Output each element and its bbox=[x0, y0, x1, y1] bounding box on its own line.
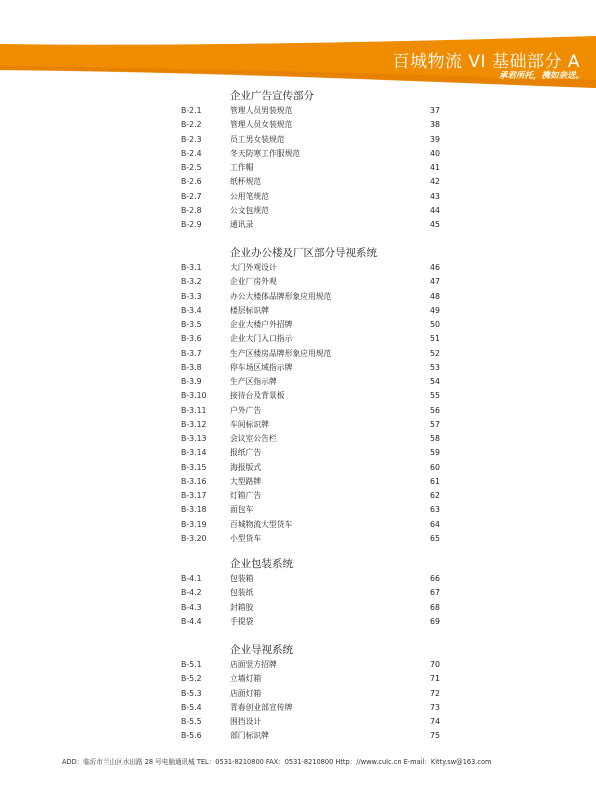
header-banner bbox=[0, 0, 596, 100]
toc-item-page: 38 bbox=[430, 120, 440, 130]
toc-item-page: 48 bbox=[430, 291, 440, 301]
toc-item-page: 63 bbox=[430, 505, 440, 515]
toc-item-page: 52 bbox=[430, 348, 440, 358]
toc-item-name: 生产区指示牌 bbox=[230, 377, 277, 386]
toc-row[interactable] bbox=[0, 118, 596, 132]
toc-item-name: 大门外观设计 bbox=[230, 263, 277, 272]
toc-item-name: 封箱胶 bbox=[230, 602, 254, 612]
section-title: 企业导视系统 bbox=[230, 644, 293, 656]
toc-item-code: B-3.14 bbox=[181, 448, 207, 458]
toc-row[interactable] bbox=[0, 446, 596, 460]
toc-item-code: B-4.4 bbox=[181, 616, 202, 626]
toc-row[interactable] bbox=[0, 489, 596, 503]
toc-item-code: B-3.10 bbox=[181, 391, 207, 401]
toc-item-code: B-3.17 bbox=[181, 491, 207, 500]
toc-item-code: B-3.3 bbox=[181, 291, 202, 301]
toc-item-page: 75 bbox=[430, 731, 440, 741]
toc-item-code: B-2.3 bbox=[181, 134, 202, 144]
toc-row[interactable] bbox=[0, 175, 596, 189]
toc-row[interactable] bbox=[0, 475, 596, 489]
toc-item-code: B-2.4 bbox=[181, 148, 202, 158]
toc-item-name: 立墙灯箱 bbox=[230, 674, 262, 684]
toc-item-code: B-4.2 bbox=[181, 588, 202, 598]
toc-item-name: 包装箱 bbox=[230, 574, 254, 583]
toc-item-code: B-3.2 bbox=[181, 277, 202, 287]
toc-item-name: 店面竖方招牌 bbox=[230, 660, 277, 669]
toc-item-code: B-3.7 bbox=[181, 348, 202, 358]
toc-item-page: 42 bbox=[430, 177, 440, 187]
toc-item-name: 面包车 bbox=[230, 505, 254, 515]
document-title: 百城物流 VI 基础部分 A bbox=[392, 52, 580, 72]
toc-item-name: 企业大楼户外招牌 bbox=[230, 320, 293, 329]
toc-item-name: 车间标识牌 bbox=[230, 419, 269, 429]
toc-row[interactable] bbox=[0, 389, 596, 403]
toc-item-code: B-3.12 bbox=[181, 419, 207, 429]
toc-item-name: 纸杯规范 bbox=[230, 177, 262, 187]
toc-item-name: 店面灯箱 bbox=[230, 688, 262, 698]
toc-row[interactable] bbox=[0, 729, 596, 743]
toc-row[interactable] bbox=[0, 147, 596, 161]
toc-item-page: 74 bbox=[430, 717, 440, 726]
toc-row[interactable] bbox=[0, 404, 596, 418]
toc-item-code: B-5.1 bbox=[181, 660, 202, 669]
toc-item-name: 百城物流大型货车 bbox=[230, 519, 293, 529]
toc-item-page: 46 bbox=[430, 263, 440, 272]
toc-row[interactable] bbox=[0, 104, 596, 118]
toc-item-code: B-3.11 bbox=[181, 405, 207, 415]
toc-item-page: 50 bbox=[430, 320, 440, 329]
toc-item-name: 接待台及背景板 bbox=[230, 391, 285, 401]
toc-item-page: 37 bbox=[430, 106, 440, 115]
toc-item-code: B-5.5 bbox=[181, 717, 202, 726]
toc-item-name: 大型路牌 bbox=[230, 476, 262, 486]
toc-item-name: 海报版式 bbox=[230, 462, 262, 472]
toc-row[interactable] bbox=[0, 304, 596, 318]
toc-item-name: 生产区楼房品牌形象应用规范 bbox=[230, 348, 332, 358]
toc-item-name: 停车场区域指示牌 bbox=[230, 362, 293, 372]
toc-item-page: 57 bbox=[430, 419, 440, 429]
toc-item-page: 72 bbox=[430, 688, 440, 698]
toc-item-code: B-3.15 bbox=[181, 462, 207, 472]
toc-row[interactable] bbox=[0, 318, 596, 332]
toc-row[interactable] bbox=[0, 672, 596, 686]
toc-item-page: 45 bbox=[430, 220, 440, 229]
toc-item-page: 61 bbox=[430, 476, 440, 486]
toc-item-name: 企业厂房外观 bbox=[230, 277, 277, 287]
toc-item-code: B-4.3 bbox=[181, 602, 202, 612]
toc-item-code: B-5.6 bbox=[181, 731, 202, 741]
toc-item-code: B-2.6 bbox=[181, 177, 202, 187]
toc-row[interactable] bbox=[0, 432, 596, 446]
toc-item-page: 59 bbox=[430, 448, 440, 458]
toc-item-name: 公文包规范 bbox=[230, 205, 269, 215]
section-title: 企业包装系统 bbox=[230, 558, 293, 570]
toc-item-code: B-2.1 bbox=[181, 106, 202, 115]
toc-item-code: B-4.1 bbox=[181, 574, 202, 583]
toc-item-page: 64 bbox=[430, 519, 440, 529]
toc-item-name: 冬天防寒工作服规范 bbox=[230, 148, 301, 158]
toc-item-page: 43 bbox=[430, 191, 440, 201]
toc-item-name: 管理人员女装规范 bbox=[230, 120, 293, 130]
toc-item-code: B-2.2 bbox=[181, 120, 202, 130]
toc-row[interactable] bbox=[0, 290, 596, 304]
toc-item-page: 65 bbox=[430, 533, 440, 543]
toc-item-page: 49 bbox=[430, 305, 440, 315]
toc-row[interactable] bbox=[0, 715, 596, 729]
toc-row[interactable] bbox=[0, 190, 596, 204]
toc-item-page: 70 bbox=[430, 660, 440, 669]
toc-item-code: B-5.3 bbox=[181, 688, 202, 698]
section-title: 企业办公楼及厂区部分导视系统 bbox=[230, 247, 377, 259]
toc-row[interactable] bbox=[0, 133, 596, 147]
toc-item-name: 公用笔规范 bbox=[230, 191, 269, 201]
toc-row[interactable] bbox=[0, 204, 596, 218]
toc-item-name: 手提袋 bbox=[230, 616, 254, 626]
toc-row[interactable] bbox=[0, 532, 596, 546]
toc-row[interactable] bbox=[0, 375, 596, 389]
toc-item-page: 66 bbox=[430, 574, 440, 583]
toc-item-page: 51 bbox=[430, 334, 440, 344]
toc-item-page: 58 bbox=[430, 434, 440, 443]
toc-item-code: B-3.19 bbox=[181, 519, 207, 529]
toc-item-page: 41 bbox=[430, 163, 440, 172]
toc-item-page: 68 bbox=[430, 602, 440, 612]
toc-row[interactable] bbox=[0, 615, 596, 629]
toc-row[interactable] bbox=[0, 261, 596, 275]
toc-row[interactable] bbox=[0, 418, 596, 432]
toc-row[interactable] bbox=[0, 572, 596, 586]
toc-item-page: 56 bbox=[430, 405, 440, 415]
section-title: 企业广告宣传部分 bbox=[230, 90, 314, 102]
toc-item-page: 54 bbox=[430, 377, 440, 386]
toc-row[interactable] bbox=[0, 161, 596, 175]
toc-item-page: 60 bbox=[430, 462, 440, 472]
toc-row[interactable] bbox=[0, 332, 596, 346]
toc-item-code: B-3.18 bbox=[181, 505, 207, 515]
toc-row[interactable] bbox=[0, 687, 596, 701]
toc-item-name: 灯箱广告 bbox=[230, 491, 262, 500]
toc-item-code: B-2.5 bbox=[181, 163, 202, 172]
toc-row[interactable] bbox=[0, 503, 596, 517]
toc-row[interactable] bbox=[0, 347, 596, 361]
toc-item-name: 工作帽 bbox=[230, 163, 254, 172]
toc-item-name: 办公大楼体品牌形象应用规范 bbox=[230, 291, 332, 301]
toc-item-page: 55 bbox=[430, 391, 440, 401]
toc-item-page: 69 bbox=[430, 616, 440, 626]
toc-row[interactable] bbox=[0, 658, 596, 672]
toc-item-code: B-3.16 bbox=[181, 476, 207, 486]
toc-item-name: 部门标识牌 bbox=[230, 731, 269, 741]
toc-item-name: 企业大门入口指示 bbox=[230, 334, 293, 344]
toc-row[interactable] bbox=[0, 586, 596, 600]
toc-row[interactable] bbox=[0, 461, 596, 475]
toc-item-code: B-3.9 bbox=[181, 377, 202, 386]
toc-row[interactable] bbox=[0, 218, 596, 232]
toc-row[interactable] bbox=[0, 275, 596, 289]
toc-item-code: B-5.2 bbox=[181, 674, 202, 684]
toc-item-page: 40 bbox=[430, 148, 440, 158]
toc-item-page: 44 bbox=[430, 205, 440, 215]
toc-item-page: 47 bbox=[430, 277, 440, 287]
toc-row[interactable] bbox=[0, 518, 596, 532]
toc-item-name: 员工男女装规范 bbox=[230, 134, 285, 144]
toc-item-code: B-2.7 bbox=[181, 191, 202, 201]
toc-item-name: 管理人员男装规范 bbox=[230, 106, 293, 115]
toc-item-page: 67 bbox=[430, 588, 440, 598]
toc-item-code: B-3.4 bbox=[181, 305, 202, 315]
toc-item-code: B-3.6 bbox=[181, 334, 202, 344]
toc-item-code: B-3.1 bbox=[181, 263, 202, 272]
toc-item-name: 户外广告 bbox=[230, 405, 262, 415]
toc-item-name: 围挡设计 bbox=[230, 717, 262, 726]
toc-item-name: 通讯录 bbox=[230, 220, 254, 229]
toc-item-code: B-3.13 bbox=[181, 434, 207, 443]
toc-item-page: 73 bbox=[430, 702, 440, 712]
toc-item-name: 报纸广告 bbox=[230, 448, 262, 458]
slogan: 承君所托，携如亲送。 bbox=[498, 71, 584, 81]
toc-item-code: B-2.9 bbox=[181, 220, 202, 229]
toc-item-code: B-5.4 bbox=[181, 702, 202, 712]
toc-item-code: B-3.8 bbox=[181, 362, 202, 372]
toc-item-page: 62 bbox=[430, 491, 440, 500]
toc-item-code: B-2.8 bbox=[181, 205, 202, 215]
toc-item-name: 小型货车 bbox=[230, 533, 262, 543]
toc-item-name: 会议室公告栏 bbox=[230, 434, 277, 443]
toc-item-name: 包装纸 bbox=[230, 588, 254, 598]
toc-item-page: 53 bbox=[430, 362, 440, 372]
toc-row[interactable] bbox=[0, 601, 596, 615]
toc-item-name: 楼层标识牌 bbox=[230, 305, 269, 315]
toc-row[interactable] bbox=[0, 701, 596, 715]
footer-contact: ADD：临沂市兰山区水田路 28 号电脑通讯城 TEL：0531-8210800 FAX：0531-8210800 Http：//www.culc.cn E-mail：Kitty.sw@163.com bbox=[62, 758, 492, 766]
toc-item-page: 71 bbox=[430, 674, 440, 684]
toc-row[interactable] bbox=[0, 361, 596, 375]
toc-item-code: B-3.20 bbox=[181, 533, 207, 543]
toc-item-name: 青春创业部宣传牌 bbox=[230, 702, 293, 712]
toc-item-page: 39 bbox=[430, 134, 440, 144]
toc-item-code: B-3.5 bbox=[181, 320, 202, 329]
